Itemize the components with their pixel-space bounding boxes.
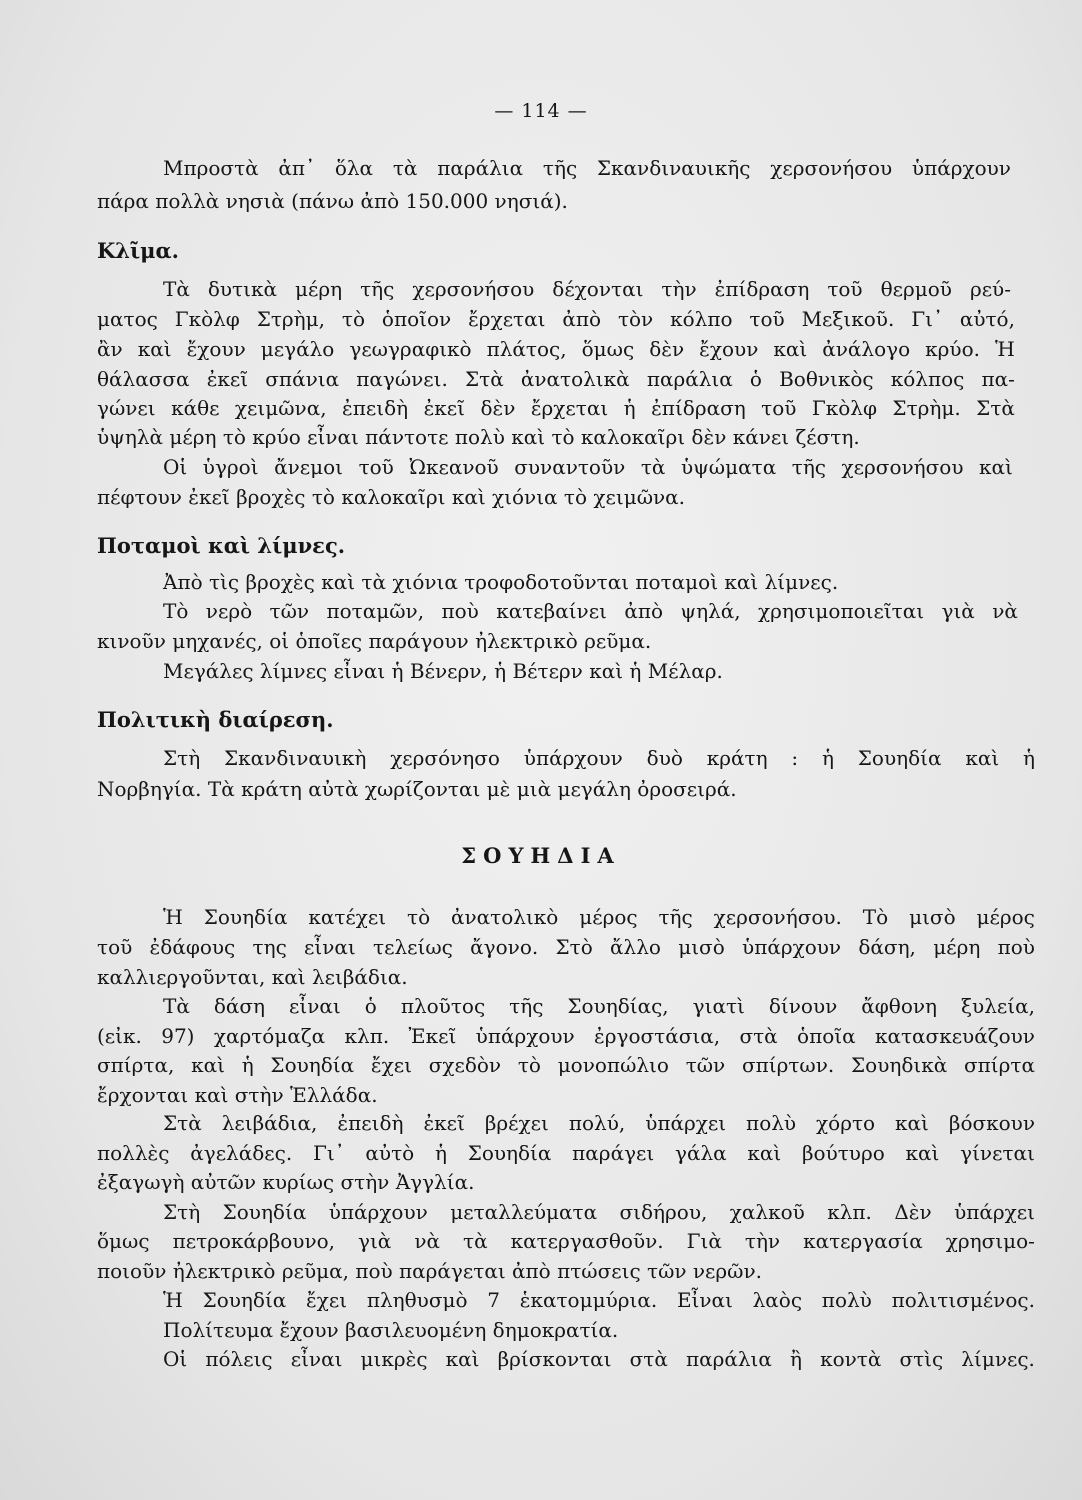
chapter-title: ΣΟΥΗΔΙΑ xyxy=(461,843,621,868)
text-line: τοῦ ἐδάφους της εἶναι τελείως ἄγονο. Στὸ ἄλλο μισὸ ὑπάρχουν δάση, μέρη ποὺ xyxy=(97,935,1035,959)
text-line: ἂν καὶ ἔχουν μεγάλο γεωγραφικὸ πλάτος, ὅμως δὲν ἔχουν καὶ ἀνάλογο κρύο. Ἡ xyxy=(97,337,1015,361)
text-line: Τὸ νερὸ τῶν ποταμῶν, ποὺ κατεβαίνει ἀπὸ ψηλά, χρησιμοποιεῖται γιὰ νὰ xyxy=(163,599,1018,623)
text-line: πέφτουν ἐκεῖ βροχὲς τὸ καλοκαῖρι καὶ χιόνια τὸ χειμῶνα. xyxy=(97,485,686,509)
text-line: κινοῦν μηχανές, οἱ ὁποῖες παράγουν ἠλεκτρικὸ ρεῦμα. xyxy=(97,629,652,653)
text-line: σπίρτα, καὶ ἡ Σουηδία ἔχει σχεδὸν τὸ μονοπώλιο τῶν σπίρτων. Σουηδικὰ σπίρτα xyxy=(97,1053,1035,1077)
text-line: ἐξαγωγὴ αὐτῶν κυρίως στὴν Ἀγγλία. xyxy=(97,1170,475,1194)
section-heading-rivers-lakes: Ποταμοὶ καὶ λίμνες. xyxy=(97,533,346,558)
section-heading-political-division: Πολιτικὴ διαίρεση. xyxy=(97,707,334,732)
text-line: Στὰ λειβάδια, ἐπειδὴ ἐκεῖ βρέχει πολύ, ὑπάρχει πολὺ χόρτο καὶ βόσκουν xyxy=(163,1111,1035,1135)
text-line: Πολίτευμα ἔχουν βασιλευομένη δημοκρατία. xyxy=(163,1318,619,1342)
text-line: Μπροστὰ ἀπ᾽ ὅλα τὰ παράλια τῆς Σκανδιναυικῆς χερσονήσου ὑπάρχουν xyxy=(163,156,1011,180)
text-line: Οἱ πόλεις εἶναι μικρὲς καὶ βρίσκονται στὰ παράλια ἢ κοντὰ στὶς λίμνες. xyxy=(163,1347,1035,1371)
text-line: θάλασσα ἐκεῖ σπάνια παγώνει. Στὰ ἀνατολικὰ παράλια ὁ Βοθνικὸς κόλπος πα- xyxy=(97,367,1015,391)
text-line: (εἰκ. 97) χαρτόμαζα κλπ. Ἐκεῖ ὑπάρχουν ἐργοστάσια, στὰ ὁποῖα κατασκευάζουν xyxy=(97,1024,1035,1048)
page-number: — 114 — xyxy=(494,100,588,122)
text-line: ματος Γκὸλφ Στρὴμ, τὸ ὁποῖον ἔρχεται ἀπὸ τὸν κόλπο τοῦ Μεξικοῦ. Γι᾽ αὐτό, xyxy=(97,307,1015,331)
text-line: Στὴ Σουηδία ὑπάρχουν μεταλλεύματα σιδήρου, χαλκοῦ κλπ. Δὲν ὑπάρχει xyxy=(163,1200,1035,1224)
section-heading-climate: Κλῖμα. xyxy=(97,238,179,263)
text-line: Νορβηγία. Τὰ κράτη αὐτὰ χωρίζονται μὲ μιὰ μεγάλη ὀροσειρά. xyxy=(97,777,737,801)
text-line: Ἡ Σουηδία ἔχει πληθυσμὸ 7 ἑκατομμύρια. Εἶναι λαὸς πολὺ πολιτισμένος. xyxy=(163,1288,1035,1312)
text-line: πάρα πολλὰ νησιὰ (πάνω ἀπὸ 150.000 νησιά). xyxy=(97,189,568,213)
text-line: καλλιεργοῦνται, καὶ λειβάδια. xyxy=(97,965,408,989)
text-line: Ἀπὸ τὶς βροχὲς καὶ τὰ χιόνια τροφοδοτοῦνται ποταμοὶ καὶ λίμνες. xyxy=(163,570,839,594)
text-line: πολλὲς ἀγελάδες. Γι᾽ αὐτὸ ἡ Σουηδία παράγει γάλα καὶ βούτυρο καὶ γίνεται xyxy=(97,1141,1035,1165)
text-line: ὅμως πετροκάρβουνο, γιὰ νὰ τὰ κατεργασθοῦν. Γιὰ τὴν κατεργασία χρησιμο- xyxy=(97,1229,1035,1253)
text-line: ἔρχονται καὶ στὴν Ἑλλάδα. xyxy=(97,1083,378,1107)
text-line: Οἱ ὑγροὶ ἄνεμοι τοῦ Ὠκεανοῦ συναντοῦν τὰ ὑψώματα τῆς χερσονήσου καὶ xyxy=(163,455,1013,479)
text-line: Στὴ Σκανδιναυικὴ χερσόνησο ὑπάρχουν δυὸ κράτη : ἡ Σουηδία καὶ ἡ xyxy=(163,746,1035,770)
text-line: Τὰ δυτικὰ μέρη τῆς χερσονήσου δέχονται τὴν ἐπίδραση τοῦ θερμοῦ ρεύ- xyxy=(163,277,1011,301)
text-line: ποιοῦν ἠλεκτρικὸ ρεῦμα, ποὺ παράγεται ἀπὸ πτώσεις τῶν νερῶν. xyxy=(97,1259,762,1283)
text-line: γώνει κάθε χειμῶνα, ἐπειδὴ ἐκεῖ δὲν ἔρχεται ἡ ἐπίδραση τοῦ Γκὸλφ Στρὴμ. Στὰ xyxy=(97,396,1015,420)
text-line: Ἡ Σουηδία κατέχει τὸ ἀνατολικὸ μέρος τῆς χερσονήσου. Τὸ μισὸ μέρος xyxy=(163,905,1035,929)
text-line: ὑψηλὰ μέρη τὸ κρύο εἶναι πάντοτε πολὺ καὶ τὸ καλοκαῖρι δὲν κάνει ζέστη. xyxy=(97,425,860,449)
text-line: Τὰ δάση εἶναι ὁ πλοῦτος τῆς Σουηδίας, γιατὶ δίνουν ἄφθονη ξυλεία, xyxy=(163,994,1035,1018)
text-line: Μεγάλες λίμνες εἶναι ἡ Βένερν, ἡ Βέτερν καὶ ἡ Μέλαρ. xyxy=(163,659,723,683)
